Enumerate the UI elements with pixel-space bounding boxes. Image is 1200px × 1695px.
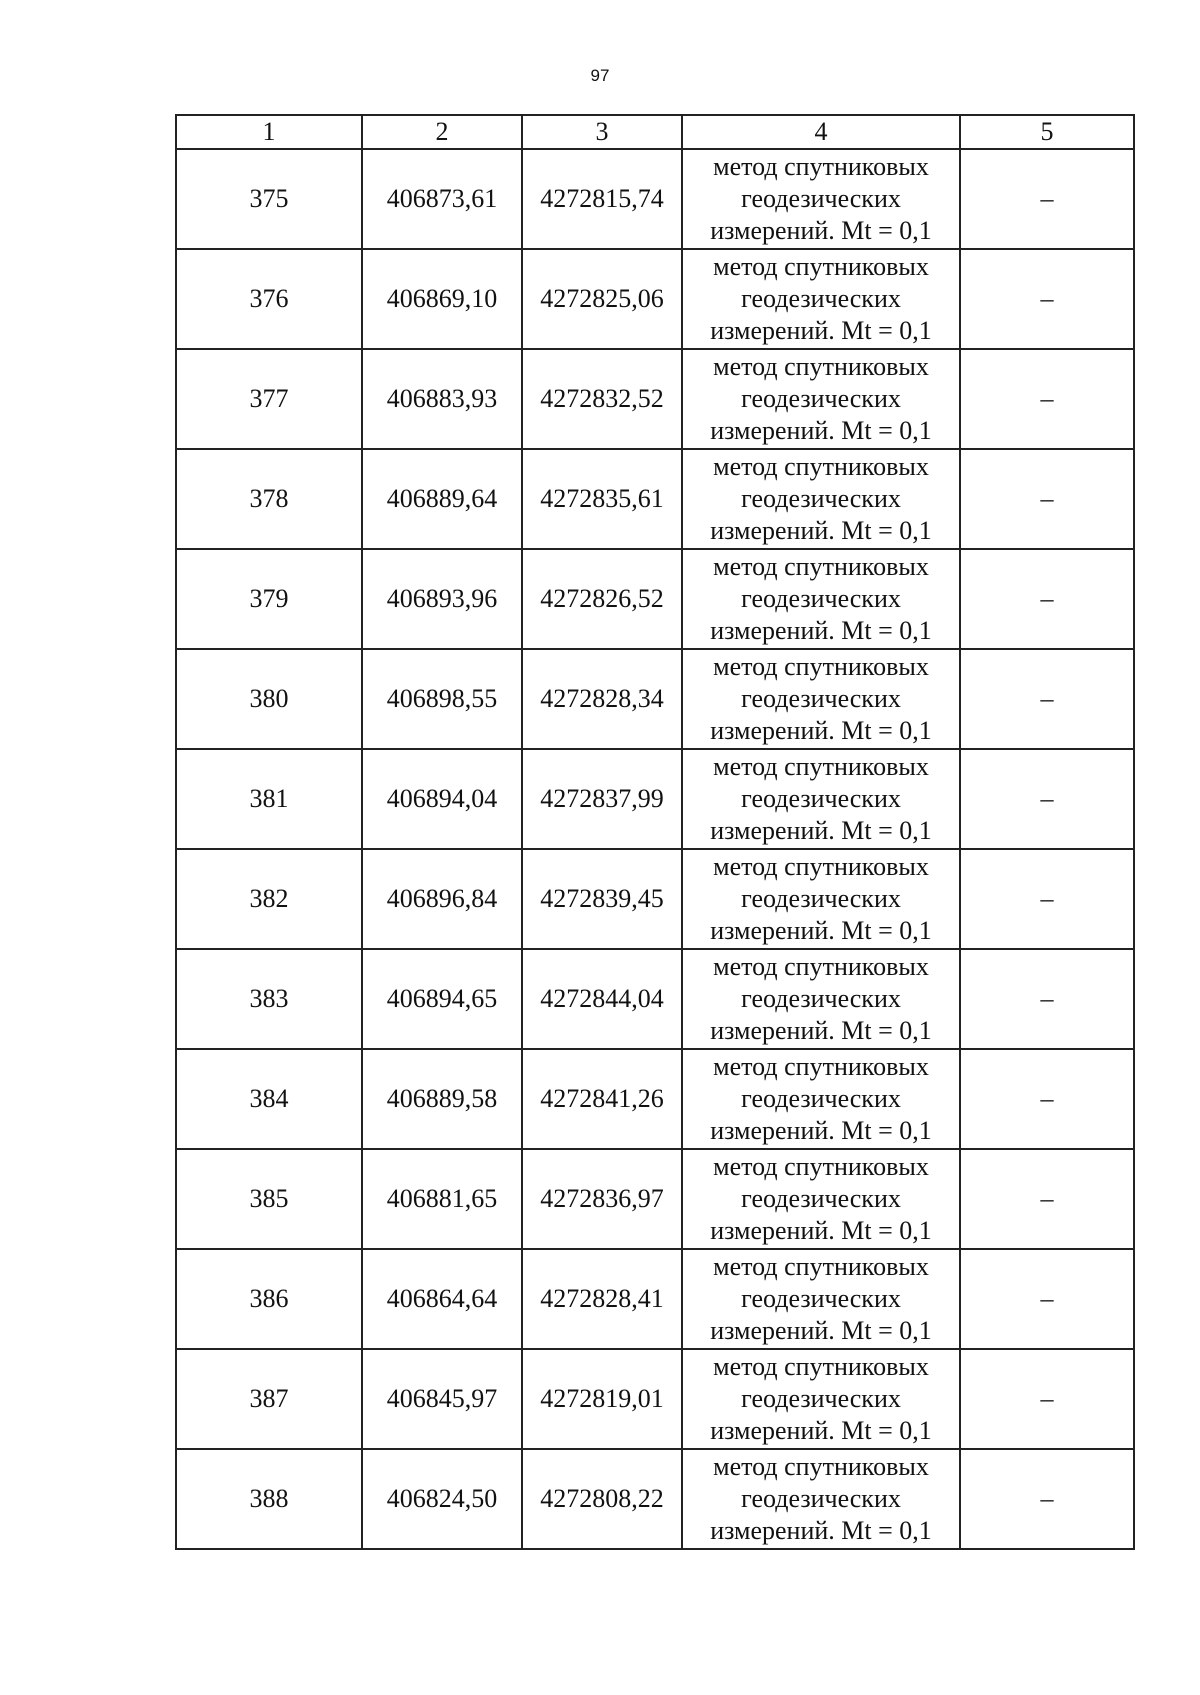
y-coordinate-cell: 4272819,01 (522, 1349, 682, 1449)
note-cell: – (960, 349, 1134, 449)
note-cell: – (960, 1449, 1134, 1549)
table-row (176, 1249, 1134, 1349)
x-coordinate-cell: 406898,55 (362, 649, 522, 749)
note-cell: – (960, 549, 1134, 649)
table-row (176, 1049, 1134, 1149)
note-cell: – (960, 1149, 1134, 1249)
method-cell: метод спутниковых геодезических измерений. Mt = 0,1 (682, 649, 960, 749)
note-cell: – (960, 1349, 1134, 1449)
y-coordinate-cell: 4272828,41 (522, 1249, 682, 1349)
method-cell: метод спутниковых геодезических измерений. Mt = 0,1 (682, 1149, 960, 1249)
table-row (176, 549, 1134, 649)
header-cell-2: 2 (362, 115, 522, 149)
coordinates-table (175, 114, 1135, 1550)
method-cell: метод спутниковых геодезических измерений. Mt = 0,1 (682, 849, 960, 949)
x-coordinate-cell: 406873,61 (362, 149, 522, 249)
x-coordinate-cell: 406883,93 (362, 349, 522, 449)
header-cell-4: 4 (682, 115, 960, 149)
x-coordinate-cell: 406869,10 (362, 249, 522, 349)
header-row (176, 115, 1134, 149)
x-coordinate-cell: 406893,96 (362, 549, 522, 649)
header-cell-3: 3 (522, 115, 682, 149)
method-cell: метод спутниковых геодезических измерений. Mt = 0,1 (682, 949, 960, 1049)
point-number-cell: 386 (176, 1249, 362, 1349)
method-cell: метод спутниковых геодезических измерений. Mt = 0,1 (682, 249, 960, 349)
y-coordinate-cell: 4272844,04 (522, 949, 682, 1049)
point-number-cell: 385 (176, 1149, 362, 1249)
note-cell: – (960, 649, 1134, 749)
point-number-cell: 378 (176, 449, 362, 549)
table-row (176, 949, 1134, 1049)
y-coordinate-cell: 4272841,26 (522, 1049, 682, 1149)
point-number-cell: 377 (176, 349, 362, 449)
table-row (176, 249, 1134, 349)
y-coordinate-cell: 4272825,06 (522, 249, 682, 349)
table-row (176, 849, 1134, 949)
table-header (176, 115, 1134, 149)
point-number-cell: 381 (176, 749, 362, 849)
point-number-cell: 375 (176, 149, 362, 249)
note-cell: – (960, 149, 1134, 249)
note-cell: – (960, 249, 1134, 349)
note-cell: – (960, 749, 1134, 849)
point-number-cell: 388 (176, 1449, 362, 1549)
point-number-cell: 387 (176, 1349, 362, 1449)
table-row (176, 649, 1134, 749)
table-row (176, 1349, 1134, 1449)
point-number-cell: 382 (176, 849, 362, 949)
table-row (176, 449, 1134, 549)
method-cell: метод спутниковых геодезических измерений. Mt = 0,1 (682, 149, 960, 249)
method-cell: метод спутниковых геодезических измерений. Mt = 0,1 (682, 549, 960, 649)
table-row (176, 1149, 1134, 1249)
y-coordinate-cell: 4272836,97 (522, 1149, 682, 1249)
method-cell: метод спутниковых геодезических измерений. Mt = 0,1 (682, 749, 960, 849)
x-coordinate-cell: 406889,64 (362, 449, 522, 549)
x-coordinate-cell: 406824,50 (362, 1449, 522, 1549)
y-coordinate-cell: 4272839,45 (522, 849, 682, 949)
point-number-cell: 384 (176, 1049, 362, 1149)
method-cell: метод спутниковых геодезических измерений. Mt = 0,1 (682, 1249, 960, 1349)
x-coordinate-cell: 406896,84 (362, 849, 522, 949)
method-cell: метод спутниковых геодезических измерений. Mt = 0,1 (682, 349, 960, 449)
x-coordinate-cell: 406894,04 (362, 749, 522, 849)
method-cell: метод спутниковых геодезических измерений. Mt = 0,1 (682, 1349, 960, 1449)
y-coordinate-cell: 4272837,99 (522, 749, 682, 849)
method-cell: метод спутниковых геодезических измерений. Mt = 0,1 (682, 1049, 960, 1149)
table-row (176, 749, 1134, 849)
y-coordinate-cell: 4272828,34 (522, 649, 682, 749)
table-row (176, 1449, 1134, 1549)
table-row (176, 149, 1134, 249)
x-coordinate-cell: 406889,58 (362, 1049, 522, 1149)
table-row (176, 349, 1134, 449)
method-cell: метод спутниковых геодезических измерений. Mt = 0,1 (682, 1449, 960, 1549)
table-body (176, 149, 1134, 1549)
x-coordinate-cell: 406894,65 (362, 949, 522, 1049)
note-cell: – (960, 1249, 1134, 1349)
note-cell: – (960, 1049, 1134, 1149)
x-coordinate-cell: 406864,64 (362, 1249, 522, 1349)
point-number-cell: 376 (176, 249, 362, 349)
header-cell-1: 1 (176, 115, 362, 149)
x-coordinate-cell: 406881,65 (362, 1149, 522, 1249)
note-cell: – (960, 849, 1134, 949)
y-coordinate-cell: 4272826,52 (522, 549, 682, 649)
y-coordinate-cell: 4272808,22 (522, 1449, 682, 1549)
note-cell: – (960, 949, 1134, 1049)
y-coordinate-cell: 4272832,52 (522, 349, 682, 449)
method-cell: метод спутниковых геодезических измерений. Mt = 0,1 (682, 449, 960, 549)
page-number: 97 (590, 66, 610, 85)
point-number-cell: 380 (176, 649, 362, 749)
y-coordinate-cell: 4272835,61 (522, 449, 682, 549)
header-cell-5: 5 (960, 115, 1134, 149)
note-cell: – (960, 449, 1134, 549)
point-number-cell: 379 (176, 549, 362, 649)
y-coordinate-cell: 4272815,74 (522, 149, 682, 249)
point-number-cell: 383 (176, 949, 362, 1049)
x-coordinate-cell: 406845,97 (362, 1349, 522, 1449)
